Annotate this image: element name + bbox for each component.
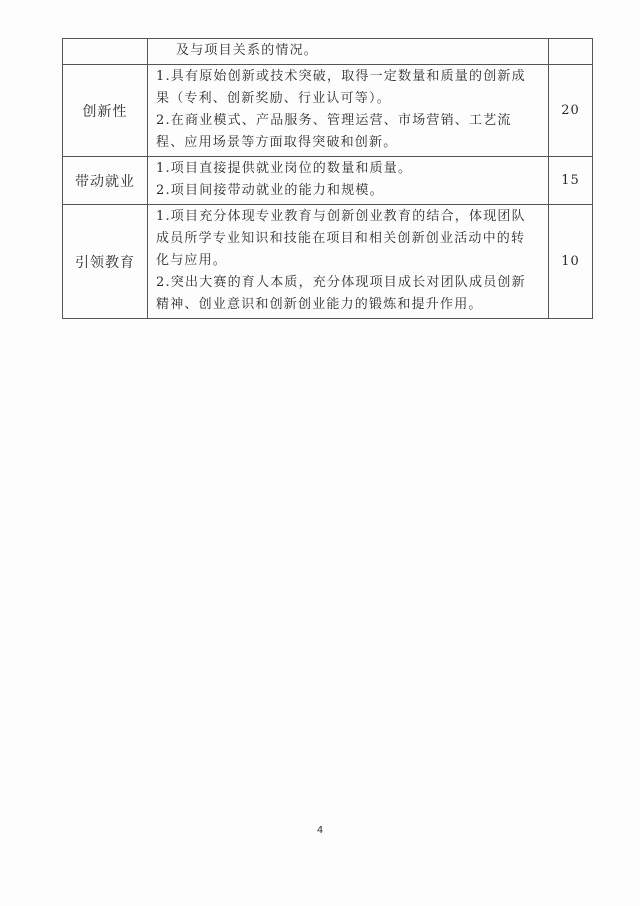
table-row <box>63 65 593 157</box>
description-line: 果（专利、创新奖励、行业认可等）。 <box>156 91 391 106</box>
table-row <box>63 39 593 65</box>
description-line: 2.在商业模式、产品服务、管理运营、市场营销、工艺流 <box>156 113 512 128</box>
category-cell <box>63 39 148 65</box>
description-line: 2.突出大赛的育人本质，充分体现项目成长对团队成员创新 <box>156 275 526 290</box>
description-line: 1.项目直接提供就业岗位的数量和质量。 <box>156 161 413 176</box>
table-row <box>63 205 593 319</box>
score-cell: 15 <box>549 157 593 205</box>
description-cell <box>148 205 549 319</box>
description-line: 1.项目充分体现专业教育与创新创业教育的结合，体现团队 <box>156 209 526 224</box>
page-number: 4 <box>316 825 324 836</box>
category-cell: 引领教育 <box>63 205 148 319</box>
description-line: 程、应用场景等方面取得突破和创新。 <box>156 135 398 150</box>
evaluation-criteria-table <box>62 38 593 319</box>
description-line: 成员所学专业知识和技能在项目和相关创新创业活动中的转 <box>156 231 526 246</box>
description-cell <box>148 39 549 65</box>
description-cell <box>148 157 549 205</box>
description-line: 2.项目间接带动就业的能力和规模。 <box>156 183 384 198</box>
score-cell <box>549 39 593 65</box>
description-line: 1.具有原始创新或技术突破，取得一定数量和质量的创新成 <box>156 69 526 84</box>
description-line: 化与应用。 <box>156 253 228 268</box>
description-cell <box>148 65 549 157</box>
score-cell: 10 <box>549 205 593 319</box>
description-line: 精神、创业意识和创新创业能力的锻炼和提升作用。 <box>156 297 483 312</box>
description-line: 及与项目关系的情况。 <box>176 43 319 58</box>
table-row <box>63 157 593 205</box>
score-cell: 20 <box>549 65 593 157</box>
category-cell: 创新性 <box>63 65 148 157</box>
category-cell: 带动就业 <box>63 157 148 205</box>
